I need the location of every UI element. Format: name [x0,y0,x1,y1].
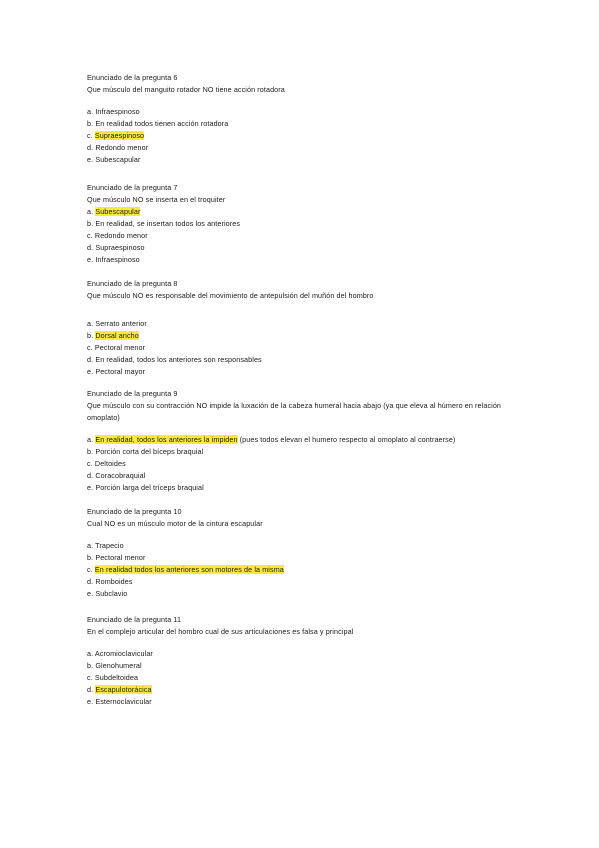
option-c: c. Supraespinoso [87,131,145,140]
option-a: a. Trapecio [87,541,124,550]
option-c: c. Pectoral menor [87,343,146,352]
option-c: c. En realidad todos los anteriores son motores de la misma [87,565,284,574]
question-7 [87,182,517,266]
option-d: d. Escapulotorácica [87,685,152,694]
option-a: a. Serrato anterior [87,319,147,328]
question-header: Enunciado de la pregunta 8 [87,279,178,288]
option-b: b. En realidad, se insertan todos los anteriores [87,219,241,228]
answer-note: (pues todos elevan el humero respecto al omoplato al contraerse) [237,435,456,444]
option-e: e. Porción larga del tríceps braquial [87,483,204,492]
highlighted-answer: En realidad todos los anteriores son motores de la misma [94,565,284,574]
question-header: Enunciado de la pregunta 10 [87,507,182,516]
option-a: a. Subescapular [87,207,141,216]
option-b: b. Glenohumeral [87,661,142,670]
option-a: a. Acromioclavicular [87,649,153,658]
option-e: e. Subclavio [87,589,128,598]
option-e: e. Esternoclavicular [87,697,152,706]
option-c: c. Deltoides [87,459,126,468]
highlighted-answer: Supraespinoso [94,131,145,140]
question-8 [87,278,517,378]
question-9 [87,388,517,494]
question-header: Enunciado de la pregunta 7 [87,183,178,192]
option-e: e. Infraespinoso [87,255,140,264]
question-header: Enunciado de la pregunta 11 [87,615,182,624]
highlighted-answer: En realidad, todos los anteriores la impiden [95,435,238,444]
option-c: c. Redondo menor [87,231,148,240]
option-e: e. Pectoral mayor [87,367,146,376]
option-c: c. Subdeltoidea [87,673,139,682]
option-b: b. Dorsal ancho [87,331,139,340]
question-stem: En el complejo articular del hombro cual de sus articulaciones es falsa y principal [87,627,354,636]
option-b: b. Pectoral menor [87,553,146,562]
option-d: d. En realidad, todos los anteriores son responsables [87,355,262,364]
option-d: d. Supraespinoso [87,243,145,252]
question-11 [87,614,517,708]
option-d: d. Romboides [87,577,133,586]
option-d: d. Coracobraquial [87,471,146,480]
question-stem: Que músculo con su contracción NO impide la luxación de la cabeza humeral hacia abajo (ya que eleva al húmero en relación omoplato) [87,401,502,422]
question-6 [87,72,517,166]
option-e: e. Subescapular [87,155,141,164]
question-stem: Que músculo del manguito rotador NO tiene acción rotadora [87,85,285,94]
highlighted-answer: Escapulotorácica [95,685,152,694]
question-10 [87,506,517,600]
highlighted-answer: Dorsal ancho [95,331,139,340]
option-b: b. Porción corta del bíceps braquial [87,447,204,456]
question-header: Enunciado de la pregunta 6 [87,73,178,82]
question-stem: Que músculo NO se inserta en el troquiter [87,195,226,204]
question-stem: Cual NO es un músculo motor de la cintura escapular [87,519,263,528]
option-b: b. En realidad todos tienen acción rotadora [87,119,229,128]
highlighted-answer: Subescapular [95,207,141,216]
option-d: d. Redondo menor [87,143,149,152]
option-a: a. En realidad, todos los anteriores la impiden (pues todos elevan el humero respecto al omoplato al contraerse) [87,435,456,444]
option-a: a. Infraespinoso [87,107,140,116]
question-header: Enunciado de la pregunta 9 [87,389,178,398]
question-stem: Que músculo NO es responsable del movimiento de antepulsión del muñón del hombro [87,291,374,300]
